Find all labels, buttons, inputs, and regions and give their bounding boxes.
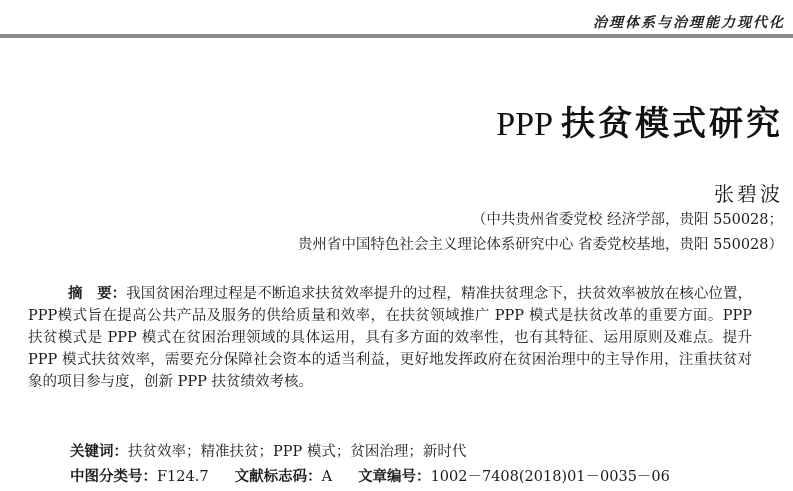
classification-line bbox=[70, 465, 670, 486]
title-latin: PPP bbox=[496, 106, 553, 143]
clc-value: F124.7 bbox=[157, 469, 209, 485]
abstract-label: 摘 要： bbox=[68, 286, 127, 302]
abstract-block bbox=[28, 283, 752, 393]
journal-section-header: 治理体系与治理能力现代化 bbox=[593, 15, 785, 31]
keywords-line bbox=[70, 440, 466, 461]
keywords-text: 扶贫效率；精准扶贫；PPP 模式；贫困治理；新时代 bbox=[128, 444, 467, 460]
clc-label: 中图分类号： bbox=[70, 469, 157, 485]
keywords-label: 关键词： bbox=[70, 444, 128, 460]
author-name: 张碧波 bbox=[714, 182, 783, 206]
title-cjk: 扶贫模式研究 bbox=[561, 104, 783, 144]
header-divider bbox=[0, 34, 793, 38]
abstract-text: 我国贫困治理过程是不断追求扶贫效率提升的过程，精准扶贫理念下，扶贫效率被放在核心位置，PPP模式旨在提高公共产品及服务的供给质量和效率，在扶贫领域推广 PPP 模式是扶贫改革的重要方面。PPP 扶贫模式是 PPP 模式在贫困治理领域的具体运用，具有多方面的效率性，也有其特征、运用原则及难点。提升 PPP 模式扶贫效率，需要充分保障社会资本的适当利益，更好地发挥政府在贫困治理中的主导作用，注重扶贫对象的项目参与度，创新 PPP 扶贫绩效考核。 bbox=[28, 286, 752, 390]
article-title bbox=[496, 96, 783, 145]
affiliation-line-1: （中共贵州省委党校 经济学部，贵阳 550028； bbox=[471, 212, 783, 228]
article-no-label: 文章编号： bbox=[358, 469, 431, 485]
affiliation-line-2: 贵州省中国特色社会主义理论体系研究中心 省委党校基地，贵阳 550028） bbox=[297, 237, 783, 253]
doc-code-label: 文献标志码： bbox=[234, 469, 322, 485]
doc-code-value: A bbox=[321, 469, 333, 485]
article-no-value: 1002－7408(2018)01－0035－06 bbox=[430, 469, 670, 485]
